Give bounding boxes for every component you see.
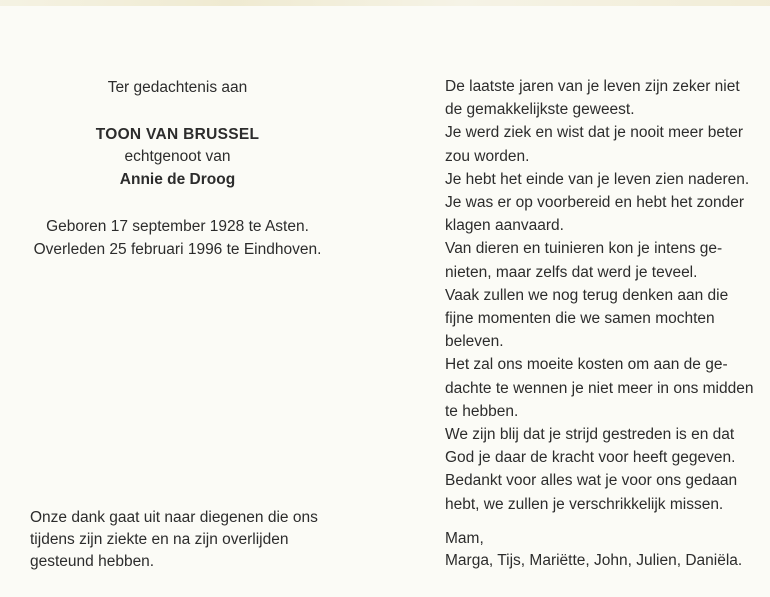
poem-line: Vaak zullen we nog terug denken aan die xyxy=(445,286,729,304)
poem-line: Het zal ons moeite kosten om aan de ge- xyxy=(445,356,728,374)
spouse-of-label: echtgenoot van xyxy=(124,148,231,165)
thanks-line: Onze dank gaat uit naar diegenen die ons xyxy=(30,509,318,526)
poem-line: Van dieren en tuinieren kon je intens ge- xyxy=(445,240,723,258)
poem-line: dachte te wennen je niet meer in ons midden xyxy=(445,379,754,397)
signature-line: Mam, xyxy=(445,530,484,547)
signature-line: Marga, Tijs, Mariëtte, John, Julien, Daniëla. xyxy=(445,552,743,569)
thanks-paragraph xyxy=(30,507,340,573)
poem-line: te hebben. xyxy=(445,402,519,420)
poem-line: God je daar de kracht voor heeft gegeven. xyxy=(445,449,736,467)
thanks-line: tijdens zijn ziekte en na zijn overlijden xyxy=(30,531,289,548)
poem-line: zou worden. xyxy=(445,147,530,165)
poem-line: Je werd ziek en wist dat je nooit meer beter xyxy=(445,124,744,142)
poem-line: nieten, maar zelfs dat werd je teveel. xyxy=(445,263,698,281)
poem-line: We zijn blij dat je strijd gestreden is en dat xyxy=(445,426,735,444)
poem-line: hebt, we zullen je verschrikkelijk missen. xyxy=(445,495,724,513)
birth-line: Geboren 17 september 1928 te Asten. xyxy=(46,218,309,235)
poem-line: de gemakkelijkste geweest. xyxy=(445,101,635,119)
poem-line: Je was er op voorbereid en hebt het zonder xyxy=(445,194,744,212)
family-signature xyxy=(445,528,755,572)
poem-line: De laatste jaren van je leven zijn zeker niet xyxy=(445,78,740,95)
spouse-name: Annie de Droog xyxy=(119,171,236,188)
deceased-name: TOON VAN BRUSSEL xyxy=(95,126,260,143)
in-memory-heading: Ter gedachtenis aan xyxy=(107,79,248,96)
poem-line: beleven. xyxy=(445,333,504,351)
poem-line: fijne momenten die we samen mochten xyxy=(445,310,715,328)
death-line: Overleden 25 februari 1996 te Eindhoven. xyxy=(33,241,322,258)
poem-line: klagen aanvaard. xyxy=(445,217,564,235)
poem-line: Je hebt het einde van je leven zien naderen. xyxy=(445,170,750,188)
poem-line: Bedankt voor alles wat je voor ons gedaan xyxy=(445,472,738,490)
poem-text xyxy=(445,75,754,516)
thanks-line: gesteund hebben. xyxy=(30,553,155,570)
